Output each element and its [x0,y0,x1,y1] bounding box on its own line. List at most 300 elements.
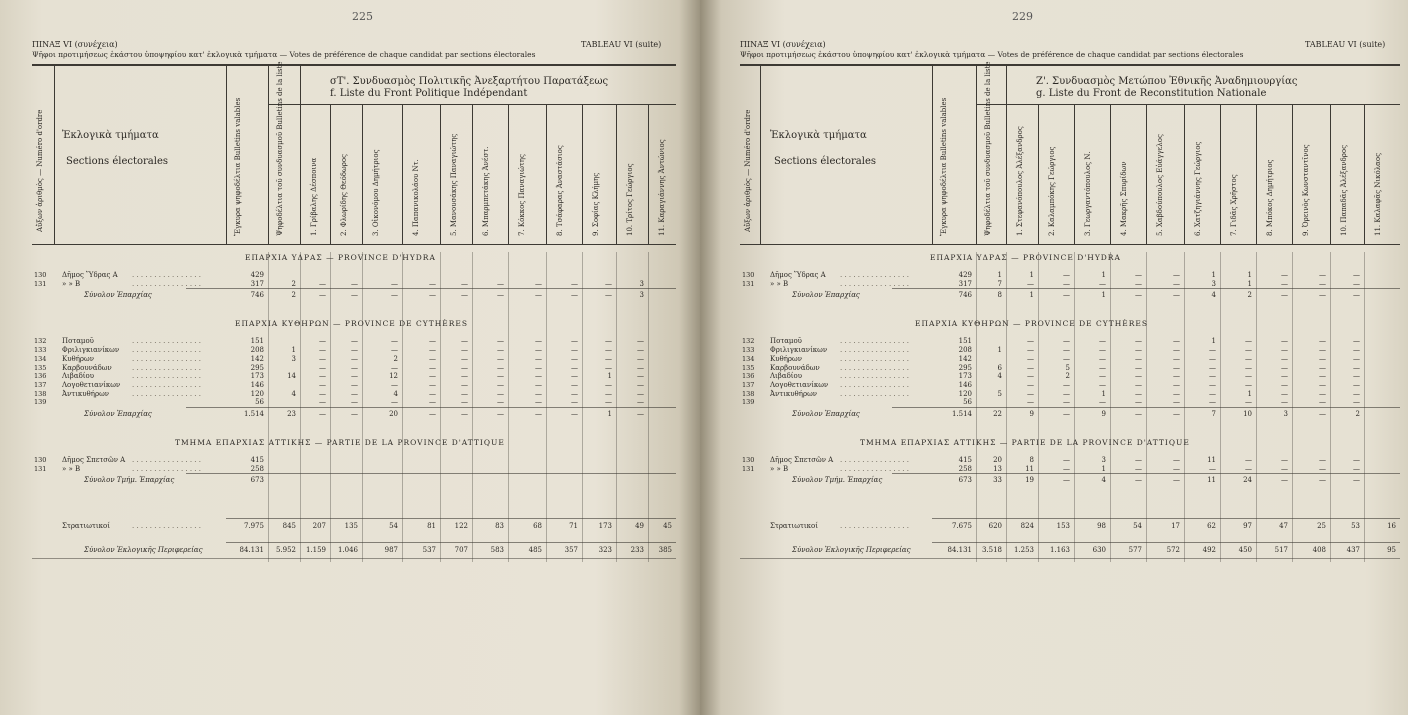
candidate-votes-value: — [1135,291,1142,300]
candidate-header: 3. Οἰκονόμου Δημήτριος [372,149,380,236]
candidate-votes-value: — [429,389,436,398]
candidate-header: 1. Γρίβαλης Δέσποινα [310,157,318,236]
candidate-votes-value: 1 [1247,389,1252,398]
row-section-name: Φριλιγκιανίκων [62,346,120,355]
candidate-votes-value: — [637,380,644,389]
candidate-votes-value: — [351,291,358,300]
valid-ballots-value: 415 [250,456,264,464]
candidate-votes-value: 2 [1247,291,1252,300]
code-column-rule [54,64,55,244]
valid-ballots-value: 1.514 [951,410,972,418]
leader-dots: . . . . . . . . . . . . . . . . [840,372,909,381]
stub-header-french: Sections électorales [66,156,169,167]
column-rule [1038,104,1039,244]
candidate-votes-value: — [535,398,542,407]
candidate-votes-value: 3 [1101,456,1106,464]
candidate-votes-value: — [1353,354,1360,363]
row-section-name: » » Β [62,279,81,288]
candidate-votes-value: — [1173,464,1180,473]
candidate-votes-value: — [1063,291,1070,300]
candidate-votes-value: — [637,346,644,355]
candidate-votes-value: — [1063,464,1070,473]
candidate-header: 5. Μανουσάκης Παναγιώτης [450,133,458,236]
candidate-votes-value: — [461,337,468,346]
candidate-votes-value: — [1063,337,1070,346]
valid-ballots-value: 746 [250,291,264,300]
candidate-votes-value: — [1173,456,1180,464]
candidate-votes-value: — [1281,271,1288,279]
candidate-votes-value: — [1135,476,1142,485]
candidate-votes-value: — [1063,380,1070,389]
candidate-votes-value: — [1099,337,1106,346]
candidate-votes-value: — [391,380,398,389]
table-label-french: TABLEAU VI (suite) [581,40,662,49]
candidate-votes-value: — [1063,410,1070,418]
row-total-label: Σύνολον Ἐπαρχίας [792,291,860,300]
row-code: 138 [742,389,755,398]
candidate-votes-value: — [1319,346,1326,355]
stub-column-rule [226,64,227,244]
valid-ballots-value: 673 [958,476,972,485]
candidate-votes-value: — [605,354,612,363]
candidate-votes-value: — [429,410,436,418]
column-rule [616,104,617,244]
candidate-votes-value: 9 [1029,410,1034,418]
candidate-votes-value: — [461,354,468,363]
row-section-name: Λογοθετιανίκων [770,380,829,389]
candidate-votes-value: — [571,279,578,288]
candidate-votes-value: — [1353,476,1360,485]
candidate-votes-value: — [1063,354,1070,363]
military-rule [226,518,676,519]
candidate-votes-value: — [497,410,504,418]
stub-header-greek: Ἐκλογικὰ τμήματα [770,130,867,141]
row-section-name: Λιβαδίου [62,372,95,381]
section-title: ΕΠΑΡΧΙΑ ΚΥΘΗΡΩΝ — PROVINCE DE CYTHÈRES [915,319,1149,329]
row-section-name: Δῆμος Σπετσῶν Α [770,456,834,464]
row-section-name: Κυθήρων [770,354,802,363]
row-total-label: Σύνολον Ἐπαρχίας [84,410,152,418]
candidate-votes-value: — [319,398,326,407]
candidate-votes-value: 1.159 [305,546,326,555]
valid-ballots-value: 258 [250,464,264,473]
row-code: 130 [742,271,755,279]
row-code: 132 [34,337,47,346]
candidate-votes-value: — [1135,346,1142,355]
candidate-votes-value: — [351,279,358,288]
candidate-votes-value: — [319,279,326,288]
list-votes-value: 845 [282,522,296,531]
candidate-votes-value: — [1281,337,1288,346]
candidate-votes-value: — [429,380,436,389]
row-code: 130 [742,456,755,464]
candidate-votes-value: — [1281,279,1288,288]
candidate-votes-value: — [1245,354,1252,363]
candidate-header: 4. Παπανικολάου Ντ. [412,159,420,236]
row-code: 132 [742,337,755,346]
valid-ballots-value: 208 [958,346,972,355]
row-code: 133 [742,346,755,355]
candidate-votes-value: — [391,291,398,300]
candidate-votes-value: — [1099,398,1106,407]
candidate-votes-value: — [1135,464,1142,473]
candidate-votes-value: — [1135,389,1142,398]
valid-ballots-value: 142 [958,354,972,363]
row-code: 136 [742,372,755,381]
leader-dots: . . . . . . . . . . . . . . . . [132,354,201,363]
stub-column-rule [932,64,933,244]
candidate-votes-value: — [461,363,468,372]
column-rule [330,104,331,244]
list-votes-value: 4 [291,389,296,398]
candidate-votes-value: 1 [1247,279,1252,288]
candidate-votes-value: — [497,398,504,407]
leader-dots: . . . . . . . . . . . . . . . . [132,346,201,355]
column-rule [582,104,583,244]
candidate-votes-value: — [461,346,468,355]
candidate-votes-value: — [1209,354,1216,363]
leader-dots: . . . . . . . . . . . . . . . . [132,363,201,372]
candidate-votes-value: 49 [635,522,644,531]
candidate-votes-value: — [319,346,326,355]
row-code: 131 [742,464,755,473]
candidate-votes-value: — [571,337,578,346]
candidate-votes-value: — [1281,380,1288,389]
candidate-votes-value: 357 [564,546,578,555]
valid-ballots-value: 56 [963,398,972,407]
row-section-name: Στρατιωτικοί [62,522,110,531]
candidate-votes-value: 1 [1101,389,1106,398]
candidate-votes-value: — [351,337,358,346]
candidate-votes-value: 5 [1065,363,1070,372]
candidate-votes-value: — [1209,372,1216,381]
candidate-votes-value: — [497,380,504,389]
candidate-votes-value: 25 [1317,522,1326,531]
candidate-votes-value: — [605,389,612,398]
list-votes-value: 2 [291,279,296,288]
candidate-votes-value: 3 [639,291,644,300]
candidate-votes-value: — [1209,389,1216,398]
candidate-votes-value: 19 [1025,476,1034,485]
candidate-votes-value: — [571,410,578,418]
candidate-votes-value: — [571,363,578,372]
candidate-votes-value: — [1027,372,1034,381]
candidate-votes-value: — [605,398,612,407]
candidate-header: 8. Μπόκος Δημήτριος [1266,159,1274,236]
column-rule [472,104,473,244]
candidate-votes-value: 2 [1065,372,1070,381]
candidate-votes-value: — [391,346,398,355]
candidate-votes-value: 122 [454,522,468,531]
row-section-name: Δῆμος Ὕδρας Α [62,271,118,279]
candidate-votes-value: — [637,354,644,363]
column-rule [1006,64,1007,244]
candidate-votes-value: — [637,337,644,346]
candidate-votes-value: 492 [1202,546,1216,555]
candidate-votes-value: — [497,337,504,346]
header-bottom-rule [740,244,1400,245]
candidate-votes-value: — [319,363,326,372]
candidate-votes-value: 16 [1387,522,1396,531]
candidate-votes-value: — [461,279,468,288]
candidate-votes-value: — [1063,271,1070,279]
candidate-votes-value: — [497,346,504,355]
candidate-votes-value: — [1319,271,1326,279]
candidate-votes-value: — [1319,380,1326,389]
candidate-votes-value: — [637,398,644,407]
candidate-votes-value: — [1353,456,1360,464]
candidate-votes-value: 323 [598,546,612,555]
candidate-votes-value: — [1281,354,1288,363]
leader-dots: . . . . . . . . . . . . . . . . [840,337,909,346]
valid-ballots-header: Ἔγκυρα ψηφοδέλτια Bulletins valables [940,97,948,236]
candidate-votes-value: — [571,380,578,389]
list-votes-value: 4 [997,372,1002,381]
row-code: 131 [742,279,755,288]
leader-dots: . . . . . . . . . . . . . . . . [840,456,909,464]
column-rule [976,64,977,244]
candidate-header: 2. Καλαμπόκης Γεώργιος [1048,146,1056,236]
candidate-votes-value: 98 [1097,522,1106,531]
candidate-votes-value: — [497,291,504,300]
row-total-label: Σύνολον Τμήμ. Ἐπαρχίας [84,476,175,485]
candidate-votes-value: 20 [389,410,398,418]
row-section-name: Κυθήρων [62,354,94,363]
subtotal-rule [892,288,1400,289]
candidate-votes-value: — [1319,456,1326,464]
candidate-votes-value: — [1245,337,1252,346]
candidate-votes-value: — [1173,363,1180,372]
candidate-header: 6. Μπαρμπετάκης Ἀνέστ. [482,146,490,236]
candidate-votes-value: 24 [1243,476,1252,485]
candidate-header: 4. Μακρῆς Σπυρίδων [1120,161,1128,236]
candidate-votes-value: — [1245,464,1252,473]
candidate-votes-value: — [1173,389,1180,398]
candidate-votes-value: — [1027,389,1034,398]
candidate-votes-value: — [1135,337,1142,346]
valid-ballots-value: 295 [250,363,264,372]
candidate-votes-value: 153 [1056,522,1070,531]
candidate-votes-value: — [319,291,326,300]
candidate-votes-value: 385 [658,546,672,555]
row-total-label: Σύνολον Τμήμ. Ἐπαρχίας [792,476,883,485]
header-bottom-rule [32,244,676,245]
valid-ballots-value: 317 [958,279,972,288]
code-column-header: Αὔξων ἀριθμὸς — Numéro d'ordre [744,109,752,232]
row-section-name: Δῆμος Ὕδρας Α [770,271,826,279]
code-column-header: Αὔξων ἀριθμὸς — Numéro d'ordre [36,109,44,232]
column-rule [1146,104,1147,244]
candidate-votes-value: — [1209,398,1216,407]
list-votes-value: 6 [997,363,1002,372]
candidate-votes-value: — [1173,410,1180,418]
candidate-votes-value: 97 [1243,522,1252,531]
candidate-votes-value: 1 [1211,337,1216,346]
candidate-votes-value: — [351,363,358,372]
candidate-votes-value: 4 [393,389,398,398]
list-votes-value: 5.952 [275,546,296,555]
candidate-votes-value: — [637,372,644,381]
candidate-votes-value: — [429,279,436,288]
list-votes-value: 1 [997,271,1002,279]
candidate-votes-value: — [1319,410,1326,418]
candidate-votes-value: 437 [1346,546,1360,555]
valid-ballots-value: 56 [255,398,264,407]
candidate-votes-value: — [1209,363,1216,372]
candidate-votes-value: — [1281,291,1288,300]
candidate-votes-value: — [535,291,542,300]
candidate-header: 7. Κόκκος Παναγιώτης [518,154,526,236]
candidate-votes-value: — [1353,363,1360,372]
candidate-votes-value: — [1173,380,1180,389]
candidate-votes-value: — [1027,380,1034,389]
candidate-votes-value: — [1173,291,1180,300]
candidate-votes-value: — [605,337,612,346]
valid-ballots-value: 415 [958,456,972,464]
candidate-header: 3. Γεωργαντόπουλος Ν. [1084,151,1092,236]
candidate-votes-value: — [351,389,358,398]
candidate-votes-value: — [351,398,358,407]
row-code: 139 [34,398,47,407]
candidate-votes-value: — [535,363,542,372]
valid-ballots-value: 1.514 [243,410,264,418]
candidate-votes-value: — [1209,346,1216,355]
section-title: ΕΠΑΡΧΙΑ ΚΥΘΗΡΩΝ — PROVINCE DE CYTHÈRES [235,319,469,329]
candidate-votes-value: — [1099,279,1106,288]
candidate-votes-value: — [571,346,578,355]
candidate-votes-value: 12 [389,372,398,381]
valid-ballots-value: 258 [958,464,972,473]
valid-ballots-value: 7.675 [951,522,972,531]
candidate-votes-value: 1.046 [337,546,358,555]
row-section-name: Στρατιωτικοί [770,522,818,531]
candidate-votes-value: 630 [1092,546,1106,555]
candidate-votes-value: — [1319,291,1326,300]
candidate-votes-value: — [429,354,436,363]
candidate-votes-value: — [605,363,612,372]
row-code: 130 [34,271,47,279]
candidate-votes-value: 95 [1387,546,1396,555]
candidate-votes-value: 408 [1312,546,1326,555]
valid-ballots-value: 120 [250,389,264,398]
candidate-header: 8. Τσάφαρας Ἀναστάσιος [556,145,564,236]
row-section-name: Λογοθετιανίκων [62,380,121,389]
subtotal-rule [186,473,676,474]
candidate-votes-value: — [1135,456,1142,464]
leader-dots: . . . . . . . . . . . . . . . . [132,372,201,381]
candidate-votes-value: — [1063,398,1070,407]
candidate-votes-value: 62 [1207,522,1216,531]
leader-dots: . . . . . . . . . . . . . . . . [132,522,201,531]
candidate-votes-value: — [1245,363,1252,372]
header-top-rule [32,64,676,66]
subtotal-rule [186,288,676,289]
valid-ballots-value: 295 [958,363,972,372]
candidate-votes-value: 537 [422,546,436,555]
candidate-header: 9. Ὀρεινὸς Κωνσταντῖνος [1302,144,1310,236]
candidate-votes-value: — [1099,354,1106,363]
candidate-votes-value: 54 [1133,522,1142,531]
candidate-votes-value: — [1353,291,1360,300]
candidate-votes-value: 71 [569,522,578,531]
row-code: 131 [34,464,47,473]
column-rule [362,104,363,244]
candidate-votes-value: — [605,291,612,300]
table-label-greek: ΠΙΝΑΞ VI (συνέχεια) [740,40,826,49]
candidate-votes-value: — [1027,346,1034,355]
candidate-votes-value: — [1173,337,1180,346]
candidate-votes-value: — [1173,476,1180,485]
candidate-votes-value: — [319,372,326,381]
candidate-votes-value: — [1353,380,1360,389]
candidate-header: 2. Φλωρίδης Θεόδωρος [340,154,348,236]
candidate-votes-value: — [1027,398,1034,407]
column-rule [1292,104,1293,244]
candidate-votes-value: — [535,410,542,418]
list-header-french: g. Liste du Front de Reconstitution Nationale [1036,88,1267,99]
candidate-votes-value: 1 [1101,271,1106,279]
candidate-votes-value: 233 [630,546,644,555]
candidate-votes-value: 572 [1166,546,1180,555]
valid-ballots-value: 429 [958,271,972,279]
list-votes-value: 2 [291,291,296,300]
row-section-name: » » Β [62,464,81,473]
right-page [700,0,1408,715]
list-votes-value: 3.518 [981,546,1002,555]
candidate-votes-value: — [1281,398,1288,407]
candidate-votes-value: — [571,291,578,300]
list-header-greek: σΤ'. Συνδυασμὸς Πολιτικῆς Ἀνεξαρτήτου Παρατάξεως [330,76,609,87]
column-rule [546,104,547,244]
candidate-votes-value: — [461,372,468,381]
candidate-votes-value: — [461,398,468,407]
candidate-votes-value: — [1319,363,1326,372]
valid-ballots-value: 429 [250,271,264,279]
candidate-votes-value: — [351,380,358,389]
candidate-header: 7. Γιδᾶς Χρῆστος [1230,174,1238,236]
row-total-label: Σύνολον Ἐπαρχίας [792,410,860,418]
list-votes-value: 14 [287,372,296,381]
code-column-rule [760,64,761,244]
candidate-votes-value: — [1281,464,1288,473]
candidate-votes-value: — [461,380,468,389]
list-votes-value: 13 [993,464,1002,473]
table-subtitle: Ψῆφοι προτιμήσεως ἑκάστου ὑποψηφίου κατ' ἐκλογικὰ τμήματα — Votes de préférence de chaque candidat par sections électorales [740,50,1244,59]
table-label-greek: ΠΙΝΑΞ VI (συνέχεια) [32,40,118,49]
candidate-votes-value: — [1173,346,1180,355]
list-votes-value: 620 [988,522,1002,531]
candidate-votes-value: 583 [490,546,504,555]
candidate-votes-value: — [461,389,468,398]
page-number: 229 [1012,10,1033,23]
candidate-votes-value: — [1353,337,1360,346]
leader-dots: . . . . . . . . . . . . . . . . [132,389,201,398]
candidate-votes-value: — [605,346,612,355]
candidate-votes-value: — [497,354,504,363]
candidate-votes-value: 1 [1101,464,1106,473]
valid-ballots-value: 151 [958,337,972,346]
candidate-votes-value: — [1281,363,1288,372]
valid-ballots-value: 120 [958,389,972,398]
valid-ballots-value: 84.131 [239,546,264,555]
candidate-votes-value: 3 [1283,410,1288,418]
grand-total-rule [226,542,676,543]
leader-dots: . . . . . . . . . . . . . . . . [840,346,909,355]
candidate-votes-value: — [1319,464,1326,473]
candidate-votes-value: 11 [1025,464,1034,473]
candidate-votes-value: — [1063,476,1070,485]
candidate-votes-value: — [1063,346,1070,355]
